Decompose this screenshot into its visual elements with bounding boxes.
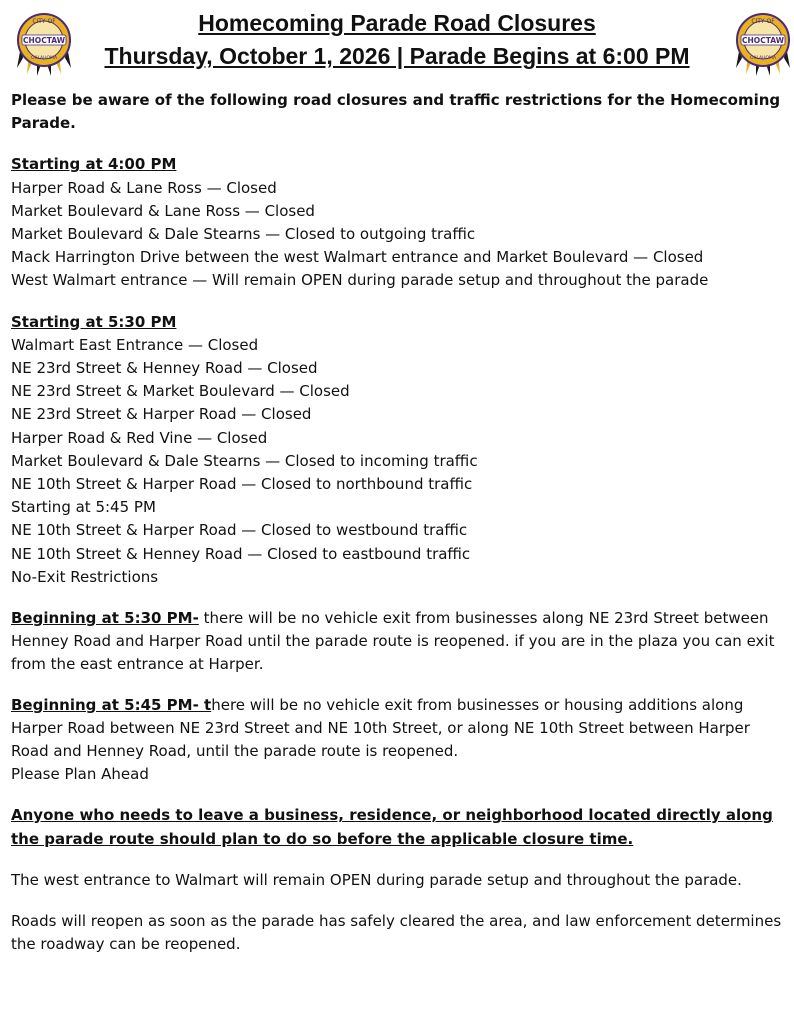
closure-item: Market Boulevard & Dale Stearns — Closed to incoming traffic xyxy=(11,451,478,470)
noexit-530-paragraph xyxy=(11,607,783,677)
page-subtitle-date: Thursday, October 1, 2026 | Parade Begins at 6:00 PM xyxy=(104,43,690,69)
closure-item: NE 10th Street & Harper Road — Closed to northbound traffic xyxy=(11,475,473,494)
closure-item: Market Boulevard & Dale Stearns — Closed to outgoing traffic xyxy=(11,225,476,244)
noexit-545-lead: Beginning at 5:45 PM- t xyxy=(11,695,212,714)
plan-ahead-heading: Please Plan Ahead xyxy=(11,765,149,784)
seal-text-middle: CHOCTAW xyxy=(742,36,784,45)
document-body xyxy=(11,89,783,957)
walmart-note: The west entrance to Walmart will remain OPEN during parade setup and throughout the parade. xyxy=(11,870,742,889)
warning-period: . xyxy=(627,829,634,848)
warning-paragraph xyxy=(11,804,783,850)
header xyxy=(0,0,794,84)
closure-item: NE 10th Street & Henney Road — Closed to eastbound traffic xyxy=(11,544,471,563)
section-starting-530 xyxy=(11,311,783,589)
city-seal-right-icon xyxy=(730,10,794,76)
seal-text-bottom: OKLAHOMA xyxy=(30,56,58,61)
page-title: Homecoming Parade Road Closures xyxy=(198,10,596,36)
noexit-530-body: there will be no vehicle exit from businesses along NE 23rd Street between Henney Road and Harper Road until the parade route is reopened. if you are in the plaza you can exit from the east entrance at Harper. xyxy=(11,609,775,674)
closure-item: Walmart East Entrance — Closed xyxy=(11,335,259,354)
closure-item: NE 23rd Street & Market Boulevard — Closed xyxy=(11,382,350,401)
reopen-note-paragraph xyxy=(11,910,783,956)
walmart-note-paragraph xyxy=(11,869,783,892)
closure-subheading: Starting at 5:45 PM xyxy=(11,498,156,517)
closure-subheading: No-Exit Restrictions xyxy=(11,567,159,586)
noexit-545-body: here will be no vehicle exit from businesses or housing additions along Harper Road between NE 23rd Street and NE 10th Street, or along NE 10th Street between Harper Road and Henney Road, until the parade route is reopened. xyxy=(11,695,750,761)
seal-text-bottom: OKLAHOMA xyxy=(749,56,777,61)
section-starting-400 xyxy=(11,153,783,292)
reopen-note: Roads will reopen as soon as the parade has safely cleared the area, and law enforcement determines the roadway can be reopened. xyxy=(11,912,782,954)
warning-text: Anyone who needs to leave a business, residence, or neighborhood located directly along the parade route should plan to do so before the applicable closure time xyxy=(11,806,773,848)
closure-item: Mack Harrington Drive between the west Walmart entrance and Market Boulevard — Closed xyxy=(11,248,704,267)
noexit-530-lead: Beginning at 5:30 PM- xyxy=(11,609,199,628)
seal-text-middle: CHOCTAW xyxy=(23,36,65,45)
closure-item: Harper Road & Lane Ross — Closed xyxy=(11,178,277,197)
closure-item: Harper Road & Red Vine — Closed xyxy=(11,428,268,447)
closure-item: NE 23rd Street & Harper Road — Closed xyxy=(11,405,312,424)
seal-text-top: CITY OF xyxy=(32,18,56,25)
section-heading: Starting at 5:30 PM xyxy=(11,312,177,331)
intro-paragraph: Please be aware of the following road closures and traffic restrictions for the Homecoming Parade. xyxy=(11,91,781,133)
closure-item: NE 23rd Street & Henney Road — Closed xyxy=(11,359,318,378)
noexit-545-paragraph xyxy=(11,694,783,787)
closure-item: Market Boulevard & Lane Ross — Closed xyxy=(11,201,315,220)
closure-item: West Walmart entrance — Will remain OPEN during parade setup and throughout the parade xyxy=(11,271,709,290)
seal-text-top: CITY OF xyxy=(751,18,775,25)
section-heading: Starting at 4:00 PM xyxy=(11,155,177,174)
closure-item: NE 10th Street & Harper Road — Closed to westbound traffic xyxy=(11,521,468,540)
